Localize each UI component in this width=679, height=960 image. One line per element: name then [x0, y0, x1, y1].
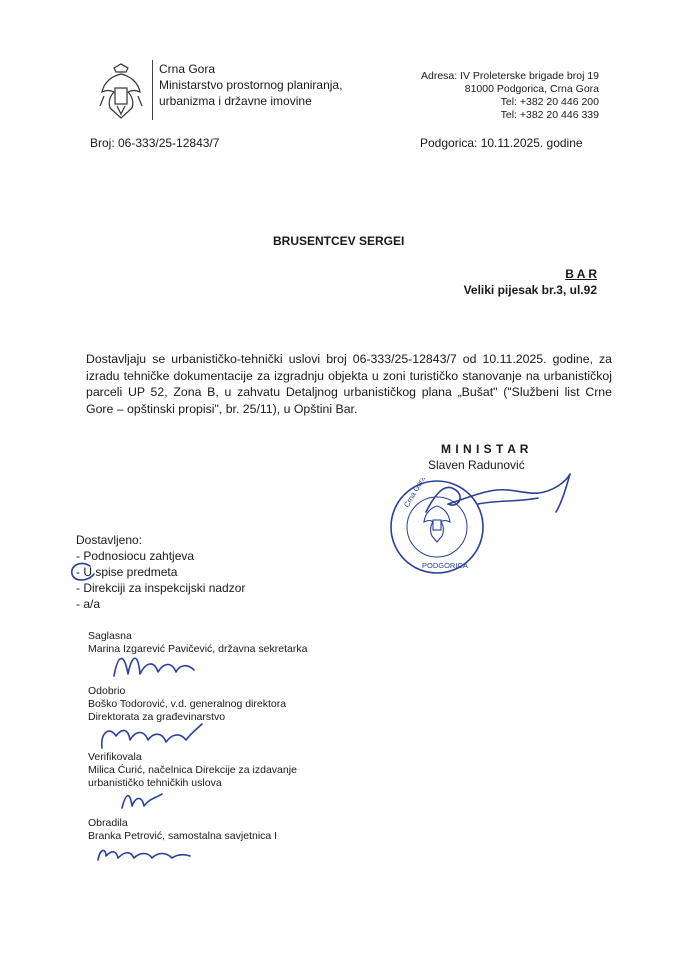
address-line-1: Adresa: IV Proleterske brigade broj 19 [420, 70, 599, 82]
authorized-dept: Direktorata za građevinarstvo [88, 711, 226, 723]
approved-signature [110, 648, 200, 682]
verified-dept: urbanističko tehničkih uslova [88, 777, 222, 789]
approved-label: Saglasna [88, 630, 132, 642]
recipient-street: Veliki pijesak br.3, ul.92 [463, 283, 597, 297]
processed-label: Obradila [88, 817, 128, 829]
minister-name: Slaven Radunović [428, 458, 525, 472]
minister-signature [418, 468, 578, 528]
delivered-heading: Dostavljeno: [76, 533, 143, 547]
recipient-name: BRUSENTCEV SERGEI [273, 234, 405, 248]
verified-signature [118, 788, 168, 814]
delivered-item: - Podnosiocu zahtjeva [76, 549, 195, 563]
handwritten-circle-mark [68, 560, 98, 584]
org-line-3: urbanizma i državne imovine [159, 94, 312, 108]
verified-label: Verifikovala [88, 751, 142, 763]
stamp-text-bottom: PODGORICA [422, 561, 468, 570]
processed-signature [94, 842, 194, 866]
header-divider [152, 60, 153, 120]
stamp-text-top: Crna Gora [401, 478, 428, 509]
montenegro-crest-logo [94, 62, 148, 126]
org-line-1: Crna Gora [159, 62, 216, 76]
verified-name: Milica Ćurić, načelnica Direkcije za izdavanje [88, 764, 297, 776]
authorized-signature [96, 718, 206, 754]
delivered-item: - U spise predmeta [76, 565, 178, 579]
address-line-2: 81000 Podgorica, Crna Gora [464, 83, 599, 95]
delivered-item: - a/a [76, 597, 101, 611]
approved-name: Marina Izgarević Pavičević, državna sekretarka [88, 643, 308, 655]
processed-name: Branka Petrović, samostalna savjetnica I [88, 830, 278, 842]
body-paragraph: Dostavljaju se urbanističko-tehnički uslovi broj 06-333/25-12843/7 od 10.11.2025. godine, za izradu tehničke dokumentacije za izgradnju objekta u zoni turističko stanovanje na urbanističkoj parceli UP 52, Zona B, u zahvatu Detaljnog urbanističkog plana „Bušat" ("Službeni list Crne Gore – opštinski propisi", br. 25/11), u Opštini Bar. [86, 352, 612, 416]
minister-title: M I N I S T A R [441, 442, 529, 456]
address-line-4: Tel: +382 20 446 339 [500, 109, 599, 121]
place-and-date: Podgorica: 10.11.2025. godine [420, 136, 583, 150]
authorized-label: Odobrio [88, 685, 126, 697]
delivered-item: - Direkciji za inspekcijski nadzor [76, 581, 246, 595]
reference-number: Broj: 06-333/25-12843/7 [90, 136, 220, 150]
recipient-city: B A R [565, 267, 597, 281]
address-line-3: Tel: +382 20 446 200 [500, 96, 599, 108]
authorized-name: Boško Todorović, v.d. generalnog direktora [88, 698, 287, 710]
org-line-2: Ministarstvo prostornog planiranja, [159, 78, 343, 92]
